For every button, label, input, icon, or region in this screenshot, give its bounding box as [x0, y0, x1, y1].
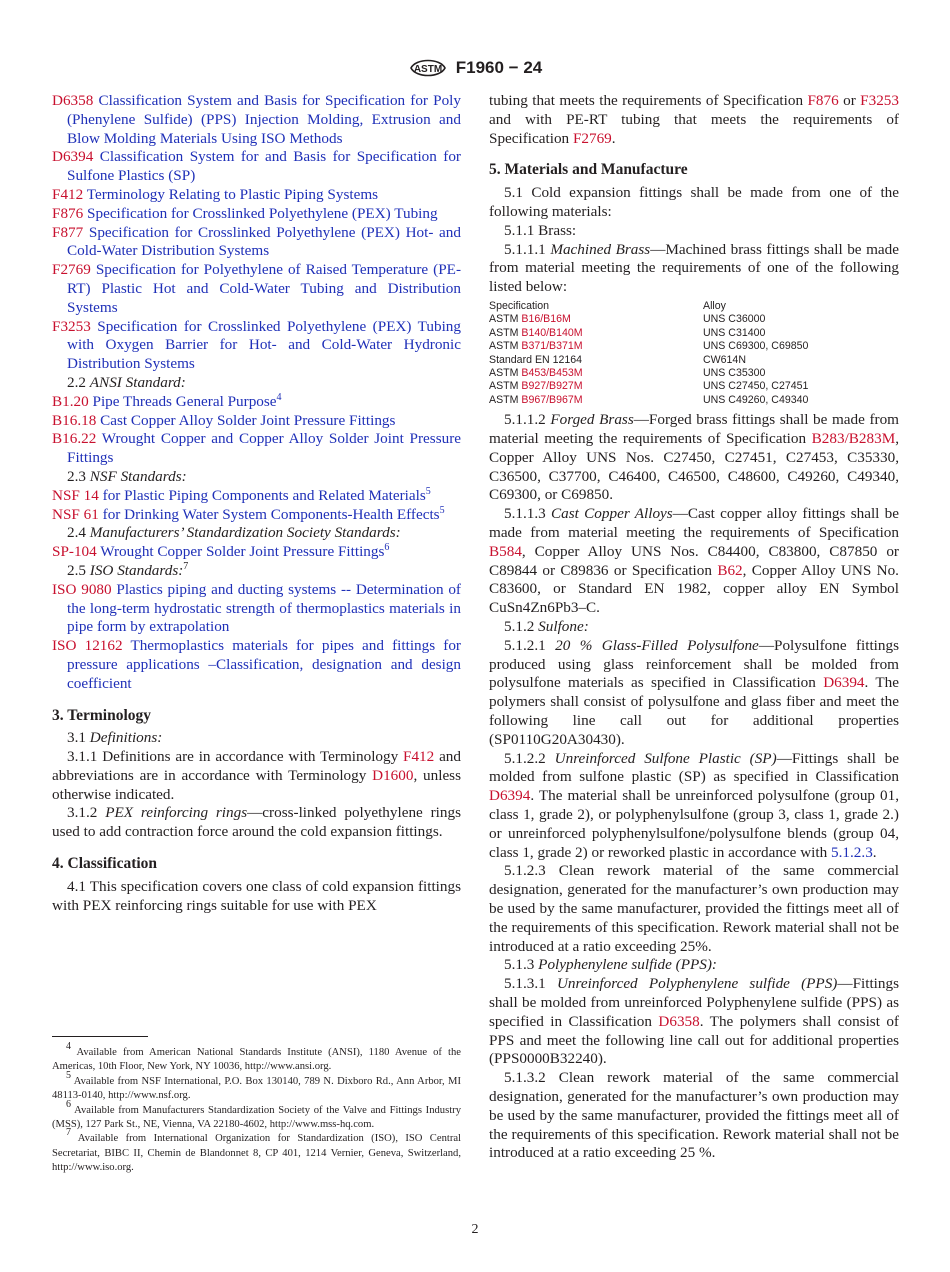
link-d6358[interactable]: D6358 — [658, 1012, 700, 1030]
link-b140[interactable]: B140/B140M — [521, 326, 583, 339]
link-b62[interactable]: B62 — [717, 561, 743, 579]
footnote-6: $^6$ Available from Manufacturers Standardization Society of the Valve and Fittings Industry (MSS), 127 Park St., NE, Vienna, VA 22180-4602, http://www.mss-hq.com. — [52, 1098, 461, 1131]
ref-b1-20[interactable]: B1.20 Pipe Threads General Purpose$^4$ — [52, 391, 282, 410]
ref-nsf-14[interactable]: NSF 14 for Plastic Piping Components and Related Materials$^5$ — [52, 485, 431, 504]
link-d1600[interactable]: D1600 — [372, 766, 414, 784]
nsf-references — [52, 487, 461, 525]
footnote-4: $^4$ Available from American National Standards Institute (ANSI), 1180 Avenue of the Americas, 10th Floor, New York, NY 10036, http://www.ansi.org. — [52, 1041, 461, 1073]
footnotes — [52, 1041, 461, 1176]
logo-text: ASTM — [413, 64, 442, 75]
link-b16[interactable]: B16/B16M — [521, 313, 571, 326]
link-b584[interactable]: B584 — [489, 542, 522, 560]
section-2-2-heading: 2.2 ANSI Standard: — [67, 373, 186, 391]
table-row: ASTM B140/B140M UNS C31400 — [489, 326, 766, 339]
document-id: F1960 − 24 — [455, 58, 543, 77]
alloy-table — [489, 300, 899, 407]
section-4-1-continued: tubing that meets the requirements of Specification F876 or F3253 and with PE-RT tubing that meets the requirements of Specification F2769. — [489, 92, 899, 147]
section-5-1-2-3: 5.1.2.3 Clean rework material of the same commercial designation, generated for the manufacturer’s own production may be used by the same manufacturer, provided the fittings meet all of the requirements of this specification. Rework material shall not be introduced at a ratio exceeding 25%. — [489, 862, 899, 955]
section-5-1-3: 5.1.3 Polyphenylene sulfide (PPS): — [504, 956, 717, 974]
section-4-1: 4.1 This specification covers one class of cold expansion fittings with PEX reinforcing rings suitable for use with PEX — [52, 877, 461, 914]
page-header — [0, 52, 950, 84]
right-column — [489, 92, 899, 1163]
section-5-1-2-1: 5.1.2.1 20 % Glass-Filled Polysulfone—Polysulfone fittings produced using glass reinforcement shall be molded from polysulfone materials as specified in Classification D6394. The polymers shall consist of polysulfone and glass fiber and meet the following line call out for additional properties (SP0110G20A30430). — [489, 636, 900, 748]
section-5-1-1-3: 5.1.1.3 Cast Copper Alloys—Cast copper alloy fittings shall be made from material meeting the requirements of Specification B584, Copper Alloy UNS Nos. C84400, C83800, C87850 or C89844 or C89836 or Specification B62, Copper Alloy UNS No. C83600, or Standard EN 1982, copper alloy EN Symbol CuSn4Zn6Pb3–C. — [489, 505, 899, 617]
section-5-1-2-2: 5.1.2.2 Unreinforced Sulfone Plastic (SP)—Fittings shall be molded from sulfone plastic (SP) as specified in Classification D6394. The material shall be unreinforced polysulfone (group 01, class 1, grade 2), or polyphenylsulfone (group 3, class 1, grade 2.) or unreinforced polyphenylsulfone/polysulfone blends (group 04, class 1, grade 2) or reworked plastic in accordance with 5.1.2.3. — [489, 749, 900, 861]
link-f3253[interactable]: F3253 — [860, 92, 899, 109]
table-row: Standard EN 12164 CW614N — [489, 353, 746, 366]
ref-f3253[interactable]: F3253 Specification for Crosslinked Polyethylene (PEX) Tubing with Oxygen Barrier for Hot- and Cold-Water Hydronic Distribution Systems — [52, 317, 461, 373]
section-5-1-3-2: 5.1.3.2 Clean rework material of the same commercial designation, generated for the manufacturer’s own production may be used by the same manufacturer, provided the fittings meet all of the requirements of this specification. Rework material shall not be introduced at a ratio exceeding 25 %. — [489, 1069, 899, 1162]
astm-logo — [408, 53, 448, 83]
ref-iso-12162[interactable]: ISO 12162 Thermoplastics materials for pipes and fittings for pressure applications –Classification, designation and design coefficient — [52, 637, 461, 692]
footnote-divider — [52, 1036, 148, 1037]
link-d6394-b[interactable]: D6394 — [489, 787, 531, 805]
section-3-heading: 3. Terminology — [52, 706, 152, 724]
link-f2769[interactable]: F2769 — [572, 129, 612, 147]
section-5-1-1-2: 5.1.1.2 Forged Brass—Forged brass fittings shall be made from material meeting the requirements of Specification B283/B283M, Copper Alloy UNS Nos. C27450, C27451, C27453, C35330, C36500, C37700, C46400, C46500, C48600, C49260, C49340, C69300, or C69850. — [489, 411, 899, 504]
table-row: ASTM B453/B453M UNS C35300 — [489, 367, 766, 379]
table-row: ASTM B967/B967M UNS C49260, C49340 — [489, 393, 809, 406]
table-row: ASTM B371/B371M UNS C69300, C69850 — [489, 340, 809, 353]
ref-d6358[interactable]: D6358 Classification System and Basis for Specification for Poly (Phenylene Sulfide) (PPS) Injection Molding, Extrusion and Blow Molding Materials Using ISO Methods — [52, 92, 461, 147]
header-alloy: Alloy — [703, 299, 726, 312]
section-2-4-heading: 2.4 Manufacturers’ Standardization Society Standards: — [67, 524, 401, 542]
ref-f877[interactable]: F877 Specification for Crosslinked Polyethylene (PEX) Hot- and Cold-Water Distribution Systems — [52, 223, 461, 260]
ref-f876[interactable]: F876 Specification for Crosslinked Polyethylene (PEX) Tubing — [52, 204, 438, 222]
section-3-1-2: 3.1.2 PEX reinforcing rings—cross-linked polyethylene rings used to add contraction force around the cold expansion fittings. — [52, 804, 461, 841]
table-row: ASTM B16/B16M UNS C36000 — [489, 313, 766, 326]
ref-nsf-61[interactable]: NSF 61 for Drinking Water System Components-Health Effects$^5$ — [52, 504, 445, 523]
section-2-3-heading: 2.3 NSF Standards: — [67, 467, 187, 485]
section-3-1-heading: 3.1 Definitions: — [67, 729, 163, 747]
link-b927[interactable]: B927/B927M — [521, 380, 583, 393]
link-d6394[interactable]: D6394 — [823, 674, 865, 692]
ansi-references — [52, 393, 461, 468]
ref-b16-18[interactable]: B16.18 Cast Copper Alloy Solder Joint Pressure Fittings — [52, 411, 396, 429]
link-b371[interactable]: B371/B371M — [521, 340, 583, 353]
table-row: ASTM B927/B927M UNS C27450, C27451 — [489, 380, 809, 393]
section-2-5-heading: 2.5 ISO Standards:$^7$ — [67, 560, 189, 579]
section-5-1-2: 5.1.2 Sulfone: — [504, 617, 589, 635]
link-5-1-2-3[interactable]: 5.1.2.3 — [831, 843, 873, 861]
section-4-heading: 4. Classification — [52, 855, 158, 873]
ref-sp-104[interactable]: SP-104 Wrought Copper Solder Joint Pressure Fittings$^6$ — [52, 542, 390, 561]
ref-f412[interactable]: F412 Terminology Relating to Plastic Piping Systems — [52, 185, 379, 203]
ref-iso-9080[interactable]: ISO 9080 Plastics piping and ducting systems -- Determination of the long-term hydrostatic strength of thermoplastics materials in pipe form by extrapolation — [52, 580, 461, 636]
ref-d6394[interactable]: D6394 Classification System for and Basis for Specification for Sulfone Plastics (SP) — [52, 148, 461, 185]
header-specification: Specification — [489, 299, 550, 312]
link-b453[interactable]: B453/B453M — [521, 367, 583, 379]
ref-f2769[interactable]: F2769 Specification for Polyethylene of Raised Temperature (PE-RT) Plastic Hot and Cold-Water Tubing and Distribution Systems — [52, 261, 461, 316]
section-3-1-1: 3.1.1 Definitions are in accordance with Terminology F412 and abbreviations are in accordance with Terminology D1600, unless otherwise indicated. — [52, 748, 461, 803]
link-b967[interactable]: B967/B967M — [521, 393, 583, 406]
ref-b16-22[interactable]: B16.22 Wrought Copper and Copper Alloy Solder Joint Pressure Fittings — [52, 430, 461, 467]
mss-references — [52, 543, 461, 562]
footnote-5: $^5$ Available from NSF International, P.O. Box 130140, 789 N. Dixboro Rd., Ann Arbor, MI 48113-0140, http://www.nsf.org. — [52, 1069, 461, 1102]
section-5-1-1: 5.1.1 Brass: — [504, 221, 577, 239]
iso-references — [52, 581, 461, 694]
link-f412[interactable]: F412 — [403, 748, 435, 766]
section-5-1-3-1: 5.1.3.1 Unreinforced Polyphenylene sulfide (PPS)—Fittings shall be molded from unreinforced Polyphenylene sulfide (PPS) as specified in Classification D6358. The polymers shall consist of PPS and meet the following line call out for additional properties (PPS0000B32240). — [489, 975, 899, 1068]
section-5-1: 5.1 Cold expansion fittings shall be made from one of the following materials: — [489, 184, 899, 220]
page-number: 2 — [471, 1222, 479, 1237]
footnote-7: $^7$ Available from International Organization for Standardization (ISO), ISO Central Secretariat, BIBC II, Chemin de Blandonnet 8, CP 401, 1214 Vernier, Geneva, Switzerland, http://www.iso.org. — [52, 1127, 461, 1174]
astm-references — [52, 92, 461, 374]
link-f876[interactable]: F876 — [807, 92, 839, 109]
left-column — [52, 92, 461, 915]
section-5-1-1-1: 5.1.1.1 Machined Brass—Machined brass fittings shall be made from material meeting the requirements of one of the following listed below: — [489, 240, 899, 296]
section-5-heading: 5. Materials and Manufacture — [489, 161, 688, 179]
link-b283[interactable]: B283/B283M — [811, 430, 896, 448]
table-header-row — [489, 300, 899, 313]
